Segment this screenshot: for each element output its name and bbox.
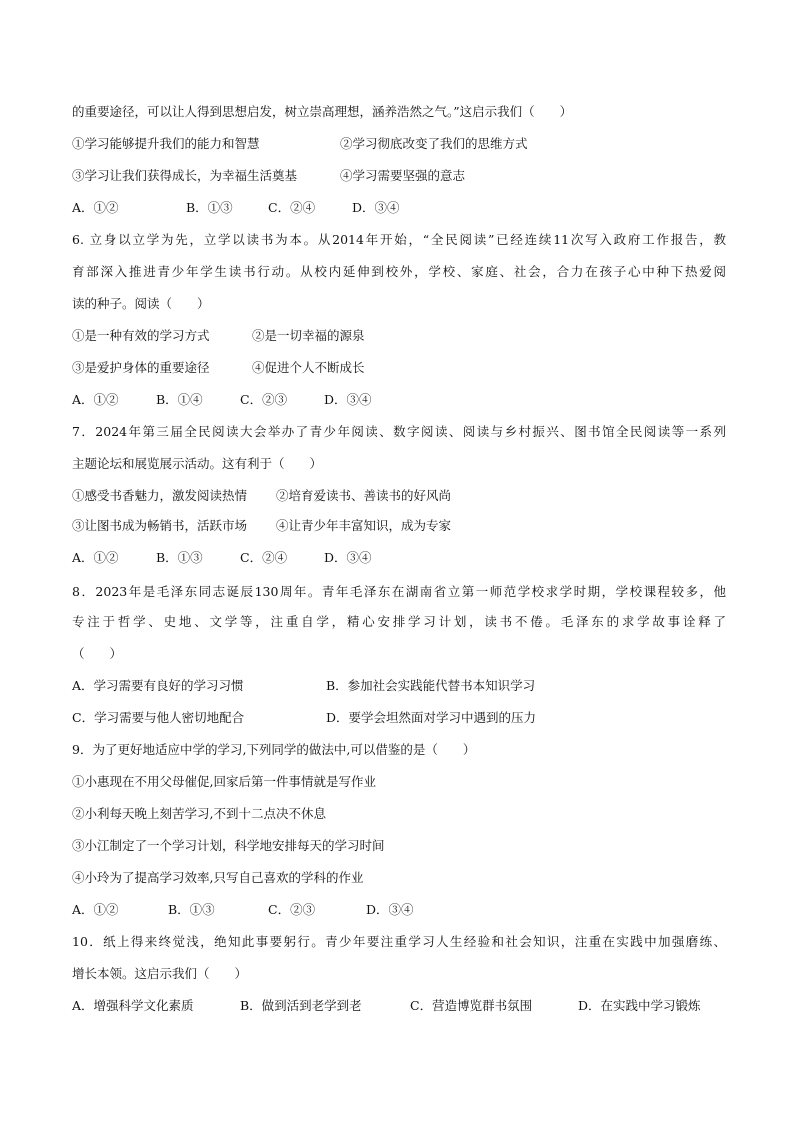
option-d: D．③④ (352, 200, 400, 215)
option-d: D．③④ (324, 392, 372, 407)
question-6-stem-line3: 读的种子。阅读（ ） (72, 296, 210, 311)
question-8-stem-line1: 8．2023年是毛泽东同志诞辰130周年。青年毛泽东在湖南省立第一师范学校求学时期，学校课程较多，他 (72, 584, 726, 599)
statement-3: ③是爱护身体的重要途径 (72, 360, 210, 375)
question-7-stem-line2: 主题论坛和展览展示活动。这有利于（ ） (72, 456, 323, 471)
option-c: C．营造博览群书氛围 (410, 998, 533, 1013)
question-8-stem-line3: （ ） (72, 646, 123, 661)
question-9-stem: 9．为了更好地适应中学的学习,下列同学的做法中,可以借鉴的是（ ） (72, 742, 476, 757)
statement-2: ②是一切幸福的源泉 (252, 328, 365, 343)
option-b: B．做到活到老学到老 (240, 998, 362, 1013)
statement-3: ③学习让我们获得成长，为幸福生活奠基 (72, 168, 298, 183)
question-6-stem-line2: 育部深入推进青少年学生读书行动。从校内延伸到校外，学校、家庭、社会，合力在孩子心中种下热爱阅 (72, 264, 726, 279)
statement-4: ④小玲为了提高学习效率,只写自己喜欢的学科的作业 (72, 870, 364, 885)
option-b: B．参加社会实践能代替书本知识学习 (326, 678, 536, 693)
option-d: D．在实践中学习锻炼 (578, 998, 701, 1013)
option-c: C．②④ (240, 550, 288, 565)
question-7-stem-line1: 7．2024年第三届全民阅读大会举办了青少年阅读、数字阅读、阅读与乡村振兴、图书馆全民阅读等一系列 (72, 424, 726, 439)
option-b: B．①③ (186, 200, 233, 215)
option-a: A．①② (72, 902, 119, 917)
option-a: A．①② (72, 550, 119, 565)
statement-1: ①小惠现在不用父母催促,回家后第一件事情就是写作业 (72, 774, 376, 789)
option-d: D．要学会坦然面对学习中遇到的压力 (326, 710, 537, 725)
option-a: A．①② (72, 392, 119, 407)
statement-3: ③小江制定了一个学习计划，科学地安排每天的学习时间 (72, 838, 385, 853)
statement-4: ④学习需要坚强的意志 (340, 168, 466, 183)
question-10-stem-line2: 增长本领。这启示我们（ ） (72, 966, 248, 981)
option-a: A．①② (72, 200, 119, 215)
statement-2: ②学习彻底改变了我们的思维方式 (340, 136, 528, 151)
statement-2: ②培育爱读书、善读书的好风尚 (276, 488, 452, 503)
option-d: D．③④ (324, 550, 372, 565)
statement-3: ③让图书成为畅销书，活跃市场 (72, 518, 248, 533)
statement-1: ①是一种有效的学习方式 (72, 328, 210, 343)
option-c: C．②③ (268, 902, 316, 917)
question-8-stem-line2: 专注于哲学、史地、文学等，注重自学，精心安排学习计划，读书不倦。毛泽东的求学故事诠释了 (72, 614, 726, 629)
option-a: A．学习需要有良好的学习习惯 (72, 678, 244, 693)
option-b: B．①④ (156, 392, 203, 407)
option-d: D．③④ (366, 902, 414, 917)
option-a: A．增强科学文化素质 (72, 998, 194, 1013)
option-c: C．②③ (240, 392, 288, 407)
statement-1: ①感受书香魅力，激发阅读热情 (72, 488, 248, 503)
statement-1: ①学习能够提升我们的能力和智慧 (72, 136, 260, 151)
question-10-stem-line1: 10．纸上得来终觉浅，绝知此事要躬行。青少年要注重学习人生经验和社会知识，注重在实践中加强磨练、 (72, 934, 726, 949)
option-b: B．①③ (168, 902, 215, 917)
option-c: C．②④ (268, 200, 316, 215)
statement-2: ②小利每天晚上刻苦学习,不到十二点决不休息 (72, 806, 326, 821)
statement-4: ④让青少年丰富知识，成为专家 (276, 518, 452, 533)
option-c: C．学习需要与他人密切地配合 (72, 710, 245, 725)
question-5-stem-tail: 的重要途径，可以让人得到思想启发，树立崇高理想，涵养浩然之气。”这启示我们（ ） (72, 104, 573, 119)
question-6-stem-line1: 6. 立身以立学为先，立学以读书为本。从2014年开始，“全民阅读”已经连续11次写入政府工作报告，教 (72, 232, 726, 247)
statement-4: ④促进个人不断成长 (252, 360, 365, 375)
option-b: B．①③ (156, 550, 203, 565)
